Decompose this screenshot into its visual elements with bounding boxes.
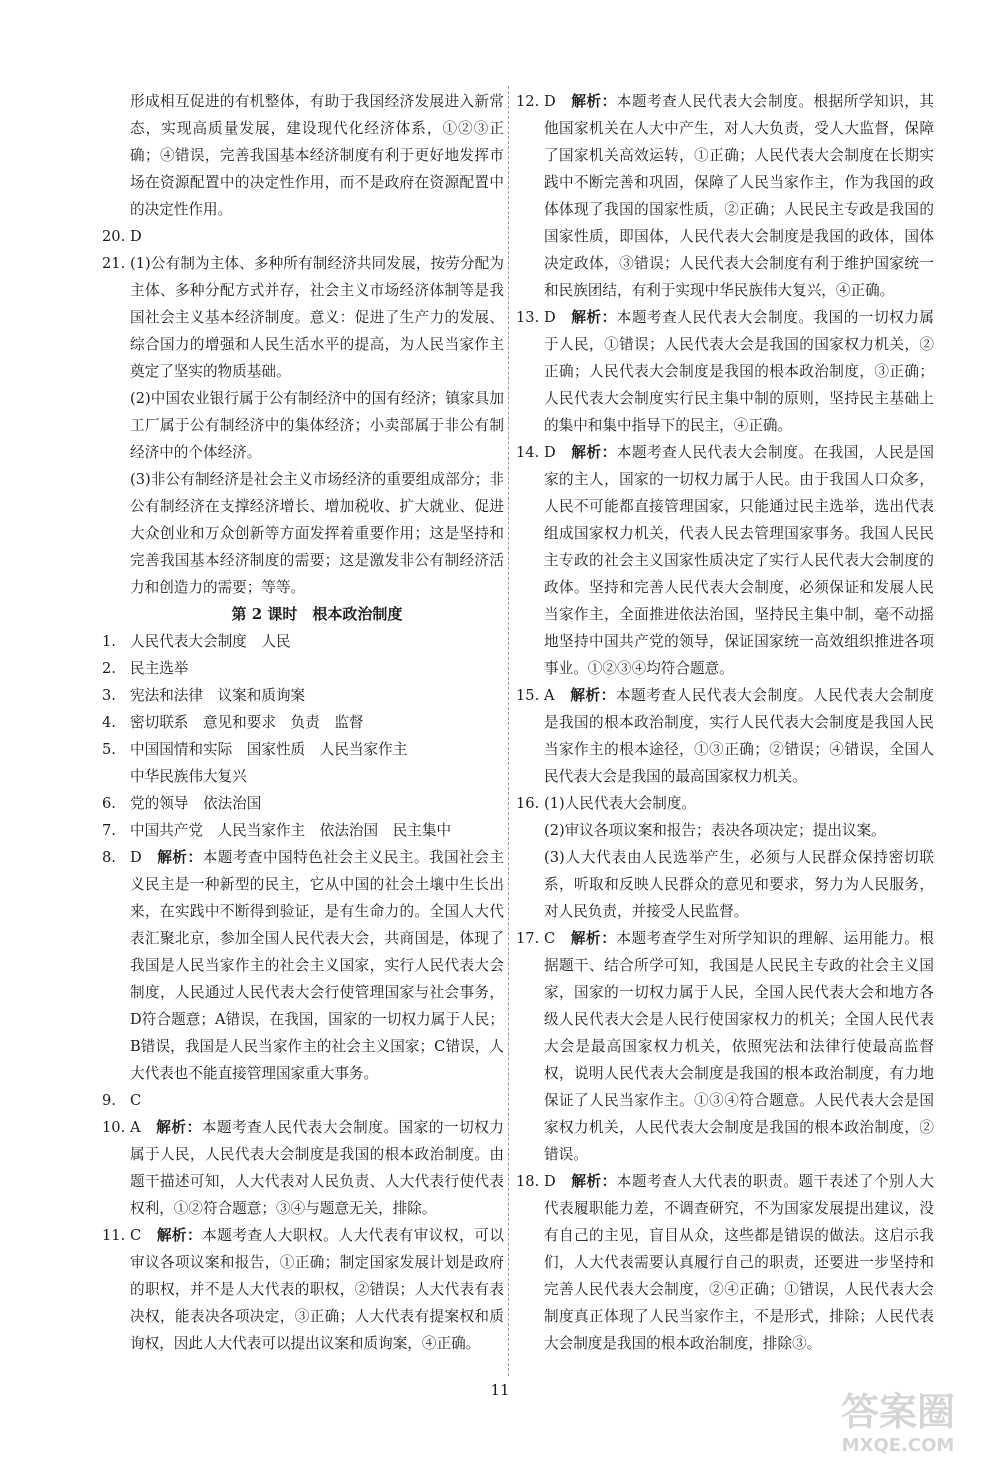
- analysis-text: 本题考查人民代表大会制度。我国的一切权力属于人民，①错误；人民代表大会是我国的国家权力机关，②正确；人民代表大会制度是我国的根本政治制度，③正确；人民代表大会制度实行民主集中制的原则，坚持民主基础上的集中和集中指导下的民主，④正确。: [544, 309, 934, 434]
- left-column: [102, 88, 504, 1357]
- analysis-label: 解析：: [571, 1173, 617, 1190]
- answer-letter: D: [130, 228, 142, 245]
- answer-letter: C: [130, 1227, 142, 1244]
- q16-part2: (2)审议各项议案和报告；表决各项决定；提出议案。: [544, 822, 886, 839]
- answer-letter: A: [130, 1119, 141, 1136]
- q21-part2: (2)中国农业银行属于公有制经济中的国有经济；镇家具加工厂属于公有制经济中的集体经济；小卖部属于非公有制经济中的个体经济。: [130, 390, 504, 461]
- q16-part3: (3)人大代表由人民选举产生，必须与人民群众保持密切联系，听取和反映人民群众的意见和要求，努力为人民服务，对人民负责，并接受人民监督。: [544, 849, 934, 920]
- analysis-text: 本题考查人民代表大会制度。在我国，人民是国家的主人，国家的一切权力属于人民。由于我国人口众多，人民不可能都直接管理国家，只能通过民主选举，选出代表组成国家权力机关，代表人民去管理国家事务。我国人民民主专政的社会主义国家性质决定了实行人民代表大会制度的政体。坚持和完善人民代表大会制度，必须保证和发展人民当家作主，全面推进依法治国，坚持民主集中制，毫不动摇地坚持中国共产党的领导，保证国家统一高效组织推进各项事业。①②③④均符合题意。: [544, 444, 934, 677]
- fill-item-4: 4. 密切联系 意见和要求 负责 监督: [102, 714, 364, 731]
- q12: 12. D 解析：本题考查人民代表大会制度。根据所学知识，其他国家机关在人大中产生，对人大负责，受人大监督，保障了国家机关高效运转，①正确；人民代表大会制度在长期实践中不断完善和巩固，保障了人民当家作主，作为我国的政体体现了我国的国家性质，②正确；人民民主专政是我国的国家性质，即国体，人民代表大会制度是我国的政体，国体决定政体，③错误；人民代表大会制度有利于维护国家统一和民族团结，有利于实现中华民族伟大复兴，④正确。: [516, 93, 934, 299]
- analysis-text: 本题考查中国特色社会主义民主。我国社会主义民主是一种新型的民主，它从中国的社会土壤中生长出来，在实践中不断得到验证，是有生命力的。全国人大代表汇聚北京，参加全国人民代表大会，共商国是，体现了我国是人民当家作主的社会主义国家，实行人民代表大会制度，人民通过人民代表大会行使管理国家与社会事务，D符合题意；A错误，在我国，国家的一切权力属于人民；B错误，我国是人民当家作主的社会主义国家；C错误，人大代表也不能直接管理国家重大事务。: [130, 849, 504, 1082]
- q20: [102, 223, 504, 250]
- analysis-label: 解析：: [156, 1227, 203, 1244]
- column-divider: [508, 86, 509, 1376]
- fill-item-2: 2. 民主选举: [102, 660, 189, 677]
- q18: 18. D 解析：本题考查人大代表的职责。题干表述了个别人大代表履职能力差，不调查研究，不为国家发展提出建议，没有自己的主见，盲目从众，这些都是错误的做法。这启示我们，人大代表需要认真履行自己的职责，还要进一步坚持和完善人民代表大会制度，②④正确；①错误，人民代表大会制度真正体现了人民当家作主，不是形式，排除；人民代表大会制度是我国的根本政治制度，排除③。: [516, 1173, 934, 1352]
- right-column: [516, 88, 934, 1357]
- fill-item-7: 7. 中国共产党 人民当家作主 依法治国 民主集中: [102, 822, 452, 839]
- watermark-text: 答案圈: [840, 1390, 956, 1434]
- fill-item-3: 3. 宪法和法律 议案和质询案: [102, 687, 306, 704]
- q21: [102, 250, 504, 601]
- analysis-label: 解析：: [157, 849, 203, 866]
- q21-part1: (1)公有制为主体、多种所有制经济共同发展，按劳分配为主体、多种分配方式并存，社会主义市场经济体制等是我国社会主义基本经济制度。意义：促进了生产力的发展、综合国力的增强和人民生活水平的提高，为人民当家作主奠定了坚实的物质基础。: [130, 255, 504, 380]
- analysis-label: 解析：: [571, 444, 617, 461]
- analysis-text: 本题考查人大代表的职责。题干表述了个别人大代表履职能力差，不调查研究，不为国家发展提出建议，没有自己的主见，盲目从众，这些都是错误的做法。这启示我们，人大代表需要认真履行自己的职责，还要进一步坚持和完善人民代表大会制度，②④正确；①错误，人民代表大会制度真正体现了人民当家作主，不是形式，排除；人民代表大会制度是我国的根本政治制度，排除③。: [544, 1173, 934, 1352]
- q13: 13. D 解析：本题考查人民代表大会制度。我国的一切权力属于人民，①错误；人民代表大会是我国的国家权力机关，②正确；人民代表大会制度是我国的根本政治制度，③正确；人民代表大会制度实行民主集中制的原则，坚持民主基础上的集中和集中指导下的民主，④正确。: [516, 309, 934, 434]
- question-number: 21.: [102, 255, 126, 272]
- watermark-subtext: MXQE.COM: [841, 1435, 955, 1456]
- fill-item-6: 6. 党的领导 依法治国: [102, 795, 262, 812]
- answer-letter: A: [544, 687, 555, 704]
- q10: 10. A 解析：本题考查人民代表大会制度。国家的一切权力属于人民，人民代表大会制度是我国的根本政治制度。由题干描述可知，人大代表对人民负责、人大代表行使代表权利，①②符合题意；③④与题意无关，排除。: [102, 1119, 504, 1217]
- section-title: 第 2 课时 根本政治制度: [231, 605, 403, 623]
- fill-item-5: 5. 中国国情和实际 国家性质 人民当家作主 中华民族伟大复兴: [102, 741, 408, 785]
- answer-letter: D: [130, 849, 142, 866]
- answer-letter: C: [130, 1092, 142, 1109]
- analysis-label: 解析：: [156, 1119, 202, 1136]
- fill-item-1: 1. 人民代表大会制度 人民: [102, 633, 291, 650]
- analysis-text: 本题考查人民代表大会制度。根据所学知识，其他国家机关在人大中产生，对人大负责，受人大监督，保障了国家机关高效运转，①正确；人民代表大会制度在长期实践中不断完善和巩固，保障了人民当家作主，作为我国的政体体现了我国的国家性质，②正确；人民民主专政是我国的国家性质，即国体，人民代表大会制度是我国的政体，国体决定政体，③错误；人民代表大会制度有利于维护国家统一和民族团结，有利于实现中华民族伟大复兴，④正确。: [544, 93, 934, 299]
- q17: 17. C 解析：本题考查学生对所学知识的理解、运用能力。根据题干、结合所学可知，我国是人民民主专政的社会主义国家，国家的一切权力属于人民，全国人民代表大会和地方各级人民代表大会是人民行使国家权力的机关；全国人民代表大会是最高国家权力机关，依照宪法和法律行使最高监督权，说明人民代表大会制度是我国的根本政治制度，有力地保证了人民当家作主。①③④符合题意。人民代表大会是国家权力机关，人民代表大会制度是我国的根本政治制度，②错误。: [516, 930, 934, 1163]
- analysis-label: 解析：: [570, 687, 616, 704]
- analysis-text: 本题考查学生对所学知识的理解、运用能力。根据题干、结合所学可知，我国是人民民主专政的社会主义国家，国家的一切权力属于人民，全国人民代表大会和地方各级人民代表大会是人民行使国家权力的机关；全国人民代表大会是最高国家权力机关，依照宪法和法律行使最高监督权，说明人民代表大会制度是我国的根本政治制度，有力地保证了人民当家作主。①③④符合题意。人民代表大会是国家权力机关，人民代表大会制度是我国的根本政治制度，②错误。: [544, 930, 934, 1163]
- q16: 16. (1)人民代表大会制度。 (2)审议各项议案和报告；表决各项决定；提出议案。 (3)人大代表由人民选举产生，必须与人民群众保持密切联系，听取和反映人民群众的意见和要求，努力为人民服务，对人民负责，并接受人民监督。: [516, 790, 934, 925]
- q16-part1: (1)人民代表大会制度。: [544, 795, 697, 812]
- q21-part3: (3)非公有制经济是社会主义市场经济的重要组成部分；非公有制经济在支撑经济增长、增加税收、扩大就业、促进大众创业和万众创新等方面发挥着重要作用；这是坚持和完善我国基本经济制度的需要；这是激发非公有制经济活力和创造力的需要；等等。: [130, 471, 504, 596]
- answer-letter: D: [544, 444, 556, 461]
- q11: 11. C 解析：本题考查人大职权。人大代表有审议权，可以审议各项议案和报告，①正确；制定国家发展计划是政府的职权，并不是人大代表的职权，②错误；人大代表有表决权，能表决各项决定，③正确；人大代表有提案权和质询权，因此人大代表可以提出议案和质询案，④正确。: [102, 1227, 504, 1352]
- answer-letter: D: [544, 93, 556, 110]
- analysis-label: 解析：: [571, 93, 617, 110]
- analysis-label: 解析：: [571, 309, 617, 326]
- page-number: 11: [490, 1381, 510, 1399]
- q8: 8. D 解析：本题考查中国特色社会主义民主。我国社会主义民主是一种新型的民主，它从中国的社会土壤中生长出来，在实践中不断得到验证，是有生命力的。全国人大代表汇聚北京，参加全国人民代表大会，共商国是，体现了我国是人民当家作主的社会主义国家，实行人民代表大会制度，人民通过人民代表大会行使管理国家与社会事务，D符合题意；A错误，在我国，国家的一切权力属于人民；B错误，我国是人民当家作主的社会主义国家；C错误，人大代表也不能直接管理国家重大事务。: [102, 849, 504, 1082]
- q19-continuation: 形成相互促进的有机整体，有助于我国经济发展进入新常态，实现高质量发展，建设现代化经济体系，①②③正确；④错误，完善我国基本经济制度有利于更好地发挥市场在资源配置中的决定性作用，而不是政府在资源配置中的决定性作用。: [130, 93, 504, 218]
- q9: 9. C: [102, 1092, 142, 1109]
- analysis-text: 本题考查人大职权。人大代表有审议权，可以审议各项议案和报告，①正确；制定国家发展计划是政府的职权，并不是人大代表的职权，②错误；人大代表有表决权，能表决各项决定，③正确；人大代表有提案权和质询权，因此人大代表可以提出议案和质询案，④正确。: [130, 1227, 504, 1352]
- q15: 15. A 解析：本题考查人民代表大会制度。人民代表大会制度是我国的根本政治制度，实行人民代表大会制度是我国人民当家作主的根本途径，①③正确；②错误；④错误，全国人民代表大会是我国的最高国家权力机关。: [516, 687, 934, 785]
- analysis-text: 本题考查人民代表大会制度。国家的一切权力属于人民，人民代表大会制度是我国的根本政治制度。由题干描述可知，人大代表对人民负责、人大代表行使代表权利，①②符合题意；③④与题意无关，排除。: [130, 1119, 504, 1217]
- analysis-label: 解析：: [570, 930, 617, 947]
- q14: 14. D 解析：本题考查人民代表大会制度。在我国，人民是国家的主人，国家的一切权力属于人民。由于我国人口众多，人民不可能都直接管理国家，只能通过民主选举，选出代表组成国家权力机关，代表人民去管理国家事务。我国人民民主专政的社会主义国家性质决定了实行人民代表大会制度的政体。坚持和完善人民代表大会制度，必须保证和发展人民当家作主，全面推进依法治国，坚持民主集中制，毫不动摇地坚持中国共产党的领导，保证国家统一高效组织推进各项事业。①②③④均符合题意。: [516, 444, 934, 677]
- watermark-logo-icon: [818, 1379, 978, 1459]
- answer-letter: C: [544, 930, 556, 947]
- question-number: 20.: [102, 228, 126, 245]
- answer-letter: D: [544, 1173, 556, 1190]
- analysis-text: 本题考查人民代表大会制度。人民代表大会制度是我国的根本政治制度，实行人民代表大会制度是我国人民当家作主的根本途径，①③正确；②错误；④错误，全国人民代表大会是我国的最高国家权力机关。: [544, 687, 934, 785]
- answer-letter: D: [544, 309, 556, 326]
